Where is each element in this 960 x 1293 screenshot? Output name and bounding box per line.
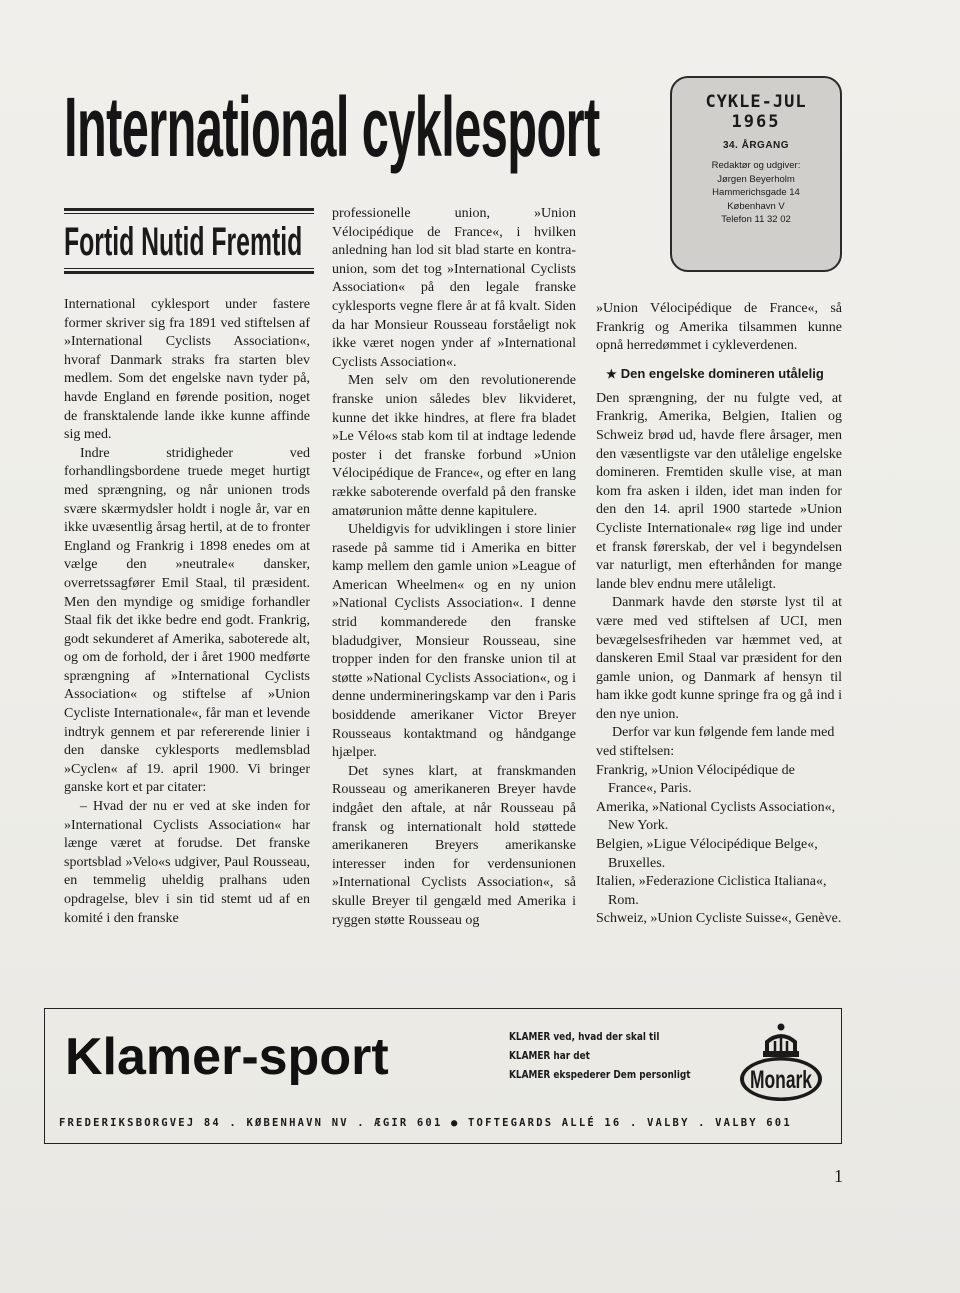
section-subheading (64, 208, 314, 274)
list-item: Schweiz, »Union Cycliste Suisse«, Genève. (596, 911, 842, 927)
divider (64, 268, 314, 274)
paragraph: – Hvad der nu er ved at ske inden for »International Cyclists Association« har længe været at forudse. Det franske sportsblad »Velo«s udgiver, Paul Rousseau, en temmelig uheldig pralhans uden opdragelse, blev i sin tid stemt ud af en komité i den franske (64, 799, 310, 926)
paragraph: Danmark havde den største lyst til at være med ved stiftelsen af UCI, men bevægelsesfriheden var hæmmet ved, at danskeren Emil Staal var præsident for den gamle union, og Danmark af hensyn til ham ikke godt kunne springe fra og gå ind i den nye union. (596, 595, 842, 722)
paragraph: International cyklesport under fastere former skriver sig fra 1891 ved stiftelsen af »International Cyclists Association«, hvoraf Danmark straks fra starten blev medlem. Som det engelske navn tyder på, havde England en førende position, noget de fransktalende lande ikke kunne affinde sig med. (64, 297, 310, 443)
paragraph: professionelle union, »Union Vélocipédique de France«, i hvilken anledning han lod sit blad starte en kontra-union, som det tog »International Cyclists Association« på den legale franske cyklesports vegne flere år at få kvalt. Siden da har Monsieur Rousseau forståeligt nok ikke været nogen ynder af »International Cyclists Association«. (332, 206, 576, 370)
logo-text: Monark (750, 1066, 813, 1094)
editor-line: København V (727, 200, 785, 212)
masthead-box (670, 76, 842, 272)
volume-label: 34. ÅRGANG (722, 140, 790, 151)
editor-line: Telefon 11 32 02 (721, 214, 791, 225)
paragraph: Det synes klart, at franskmanden Rousseau og amerikaneren Breyer havde indgået den aftale, at når Rousseau på fransk og internationalt hold støttede amerikaneren Breyers amerikanske interesser inden for verdensunionen »International Cyclists Association«, så skulle Breyer til gengæld med Amerika i ryggen støtte Rousseau og (332, 763, 576, 928)
list-item: Amerika, »National Cyclists Association«, New York. (596, 799, 836, 834)
ad-slogan: KLAMER ved, hvad der skal til (509, 1030, 660, 1043)
ad-slogan: KLAMER ekspederer Dem personligt (509, 1068, 691, 1081)
paragraph: Den sprængning, der nu fulgte ved, at Frankrig, Amerika, Belgien, Italien og Schweiz brød ud, havde flere årsager, men den væsentligste var den utålelige engelske domineren. Fremtiden skulle vise, at man kom fra asken i ilden, idet man inden for den den 14. april 1900 startede »Union Cycliste Internationale« røg lige ind under et fransk førerskab, der vel i begyndelsen var naturligt, men efterhånden for mange lande blev endnu mere utåleligt. (596, 390, 842, 592)
star-icon: ★ (606, 366, 617, 381)
page-number: 1 (834, 1166, 843, 1186)
paragraph: Uheldigvis for udviklingen i store linier rasede på samme tid i Amerika en bitter kamp mellem den gamle union »League of American Wheelmen« og en ny union »National Cyclists Association«. I denne strid kommanderede den franske bladudgiver, Monsieur Rousseau, sine tropper inden for den franske union til at støtte »National Cyclists Association«, og i denne undermineringskamp var den i Paris bosiddende amerikaner Victor Breyer Rousseaus kontaktmand og håndgange hjælper. (332, 522, 576, 761)
advertisement (44, 1008, 842, 1144)
ad-slogans (509, 1027, 729, 1084)
paragraph: »Union Vélocipédique de France«, så Frankrig og Amerika tilsammen kunne opnå herredømmet i cykleverdenen. (596, 301, 842, 354)
list-item: Frankrig, »Union Vélocipédique de France«, Paris. (596, 762, 795, 797)
ad-slogan: KLAMER har det (509, 1049, 590, 1062)
subheading-text: Fortid Nutid Fremtid (64, 220, 303, 264)
list-item: Belgien, »Ligue Vélocipédique Belge«, Bruxelles. (596, 837, 818, 871)
paragraph: Men selv om den revolutionerende franske union således blev likvideret, kunne det ikke hindres, at flere fra bladet »Le Vélo«s stab kom til at indtage ledende poster i det franske forbund »Union Vélocipédique de France«, og efter en lang række saboterende overfald på den franske amatørunion måtte denne kapitulere. (332, 373, 576, 519)
subheading-text: Den engelske domineren utålelig (620, 365, 824, 381)
article-column-1 (64, 296, 310, 928)
paragraph: Indre stridigheder ved forhandlingsbordene truede meget hurtigt med sprængning, og når unionen trods svære skærmydsler holdt i nogle år, var en ikke uvæsentlig årsag hertil, at de to fronter England og Frankrig i 1898 enedes om at vælge den »neutrale« dansker, overretssagfører Emil Staal, til præsident. Men den myndige og smidige forhandler Staal fik det ikke bedre end godt. Frankrig, godt sekunderet af Amerika, saboterede alt, og om de forhold, der i året 1900 medførte sprængning af »International Cyclists Association« og stiftelse af »Union Cycliste Internationale«, får man et levende indtryk gennem et par refererende linier i den danske cyklesports medlemsblad »Cyclen« af 19. april 1900. Vi bringer ganske kort et par citater: (64, 445, 310, 796)
article-column-2 (332, 205, 576, 930)
advertiser-name: Klamer-sport (65, 1028, 389, 1086)
editor-line: Jørgen Beyerholm (717, 173, 795, 185)
page-title: International cyklesport (64, 80, 600, 174)
editor-line: Hammerichsgade 14 (712, 187, 800, 198)
editor-info (672, 159, 840, 227)
divider (64, 208, 314, 214)
paragraph: Derfor var kun følgende fem lande med ved stiftelsen: (596, 725, 835, 760)
editor-line: Redaktør og udgiver: (711, 160, 801, 171)
list-item: Italien, »Federazione Ciclistica Italiana«, Rom. (596, 874, 827, 908)
article-column-3 (596, 300, 842, 929)
monark-logo (735, 1021, 827, 1105)
magazine-name: CYKLE-JUL (705, 92, 807, 112)
column-subheading (606, 366, 842, 382)
advertiser-address: FREDERIKSBORGVEJ 84 . KØBENHAVN NV . ÆGIR 601 ● TOFTEGARDS ALLÉ 16 . VALBY . VALBY 601 (59, 1117, 792, 1129)
magazine-year: 1965 (731, 112, 781, 132)
